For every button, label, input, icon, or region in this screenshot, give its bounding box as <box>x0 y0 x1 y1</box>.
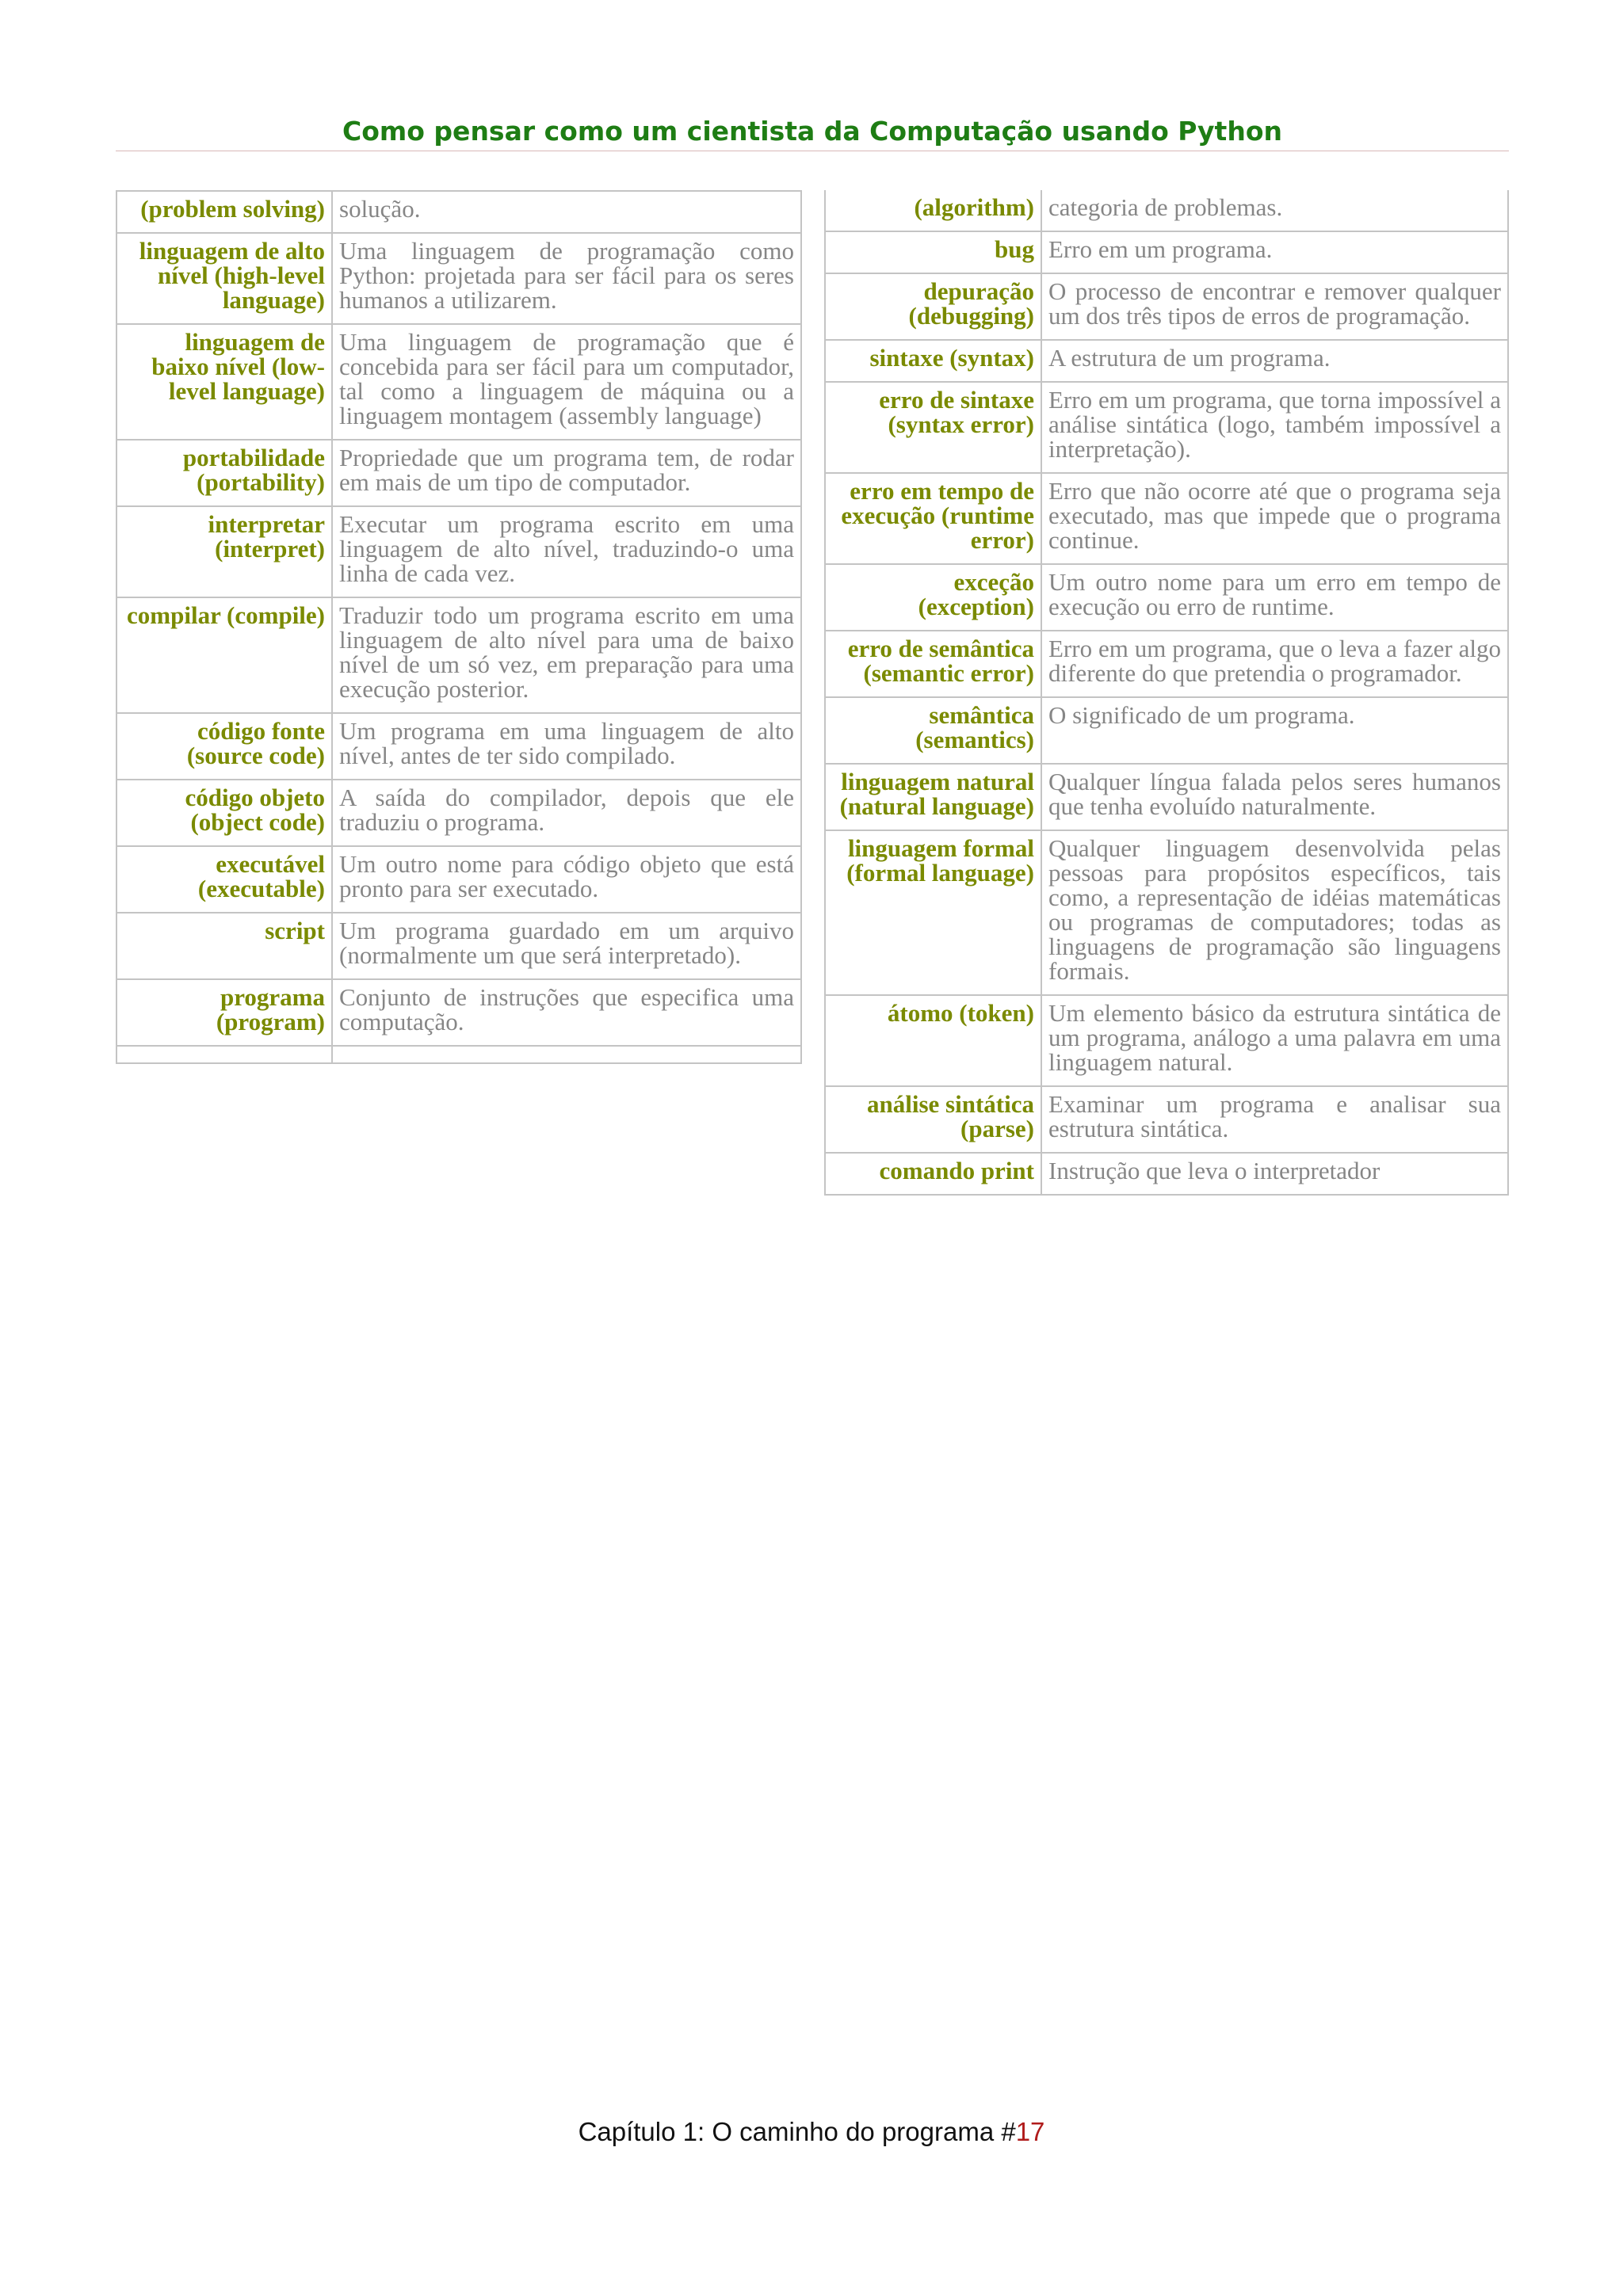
glossary-row <box>825 995 1508 1086</box>
glossary-term: sintaxe (syntax) <box>825 340 1041 382</box>
glossary-row <box>116 506 801 597</box>
glossary-term: depuração (debugging) <box>825 273 1041 340</box>
glossary-definition: solução. <box>332 191 801 233</box>
glossary-term: erro em tempo de execução (runtime error) <box>825 473 1041 564</box>
footer-chapter-label: Capítulo 1: O caminho do programa # <box>578 2117 1016 2146</box>
glossary-row <box>825 473 1508 564</box>
glossary-definition: Erro que não ocorre até que o programa seja executado, mas que impede que o programa continue. <box>1041 473 1508 564</box>
page-footer <box>0 2117 1623 2147</box>
glossary-row <box>825 382 1508 473</box>
glossary-term: código fonte (source code) <box>116 713 332 780</box>
glossary-row <box>825 830 1508 995</box>
glossary-term: erro de sintaxe (syntax error) <box>825 382 1041 473</box>
glossary-row <box>825 1153 1508 1195</box>
glossary-definition: Uma linguagem de programação que é concebida para ser fácil para um computador, tal como a linguagem de máquina ou a linguagem montagem (assembly language) <box>332 324 801 440</box>
glossary-row <box>116 597 801 713</box>
glossary-row <box>825 190 1508 231</box>
glossary-definition: Traduzir todo um programa escrito em uma linguagem de alto nível para uma de baixo nível de um só vez, em preparação para uma execução posterior. <box>332 597 801 713</box>
glossary-definition: categoria de problemas. <box>1041 190 1508 231</box>
glossary-row <box>825 273 1508 340</box>
glossary-term: exceção (exception) <box>825 564 1041 631</box>
glossary-definition: Qualquer língua falada pelos seres humanos que tenha evoluído naturalmente. <box>1041 764 1508 830</box>
glossary-definition: Um programa em uma linguagem de alto nível, antes de ter sido compilado. <box>332 713 801 780</box>
glossary-definition: Conjunto de instruções que especifica uma computação. <box>332 979 801 1046</box>
glossary-definition: Um outro nome para código objeto que está pronto para ser executado. <box>332 846 801 913</box>
glossary-term: análise sintática (parse) <box>825 1086 1041 1153</box>
glossary-term: executável (executable) <box>116 846 332 913</box>
glossary-definition: Propriedade que um programa tem, de rodar em mais de um tipo de computador. <box>332 440 801 506</box>
glossary-row <box>825 631 1508 697</box>
glossary-term: interpretar (interpret) <box>116 506 332 597</box>
glossary-definition: Examinar um programa e analisar sua estrutura sintática. <box>1041 1086 1508 1153</box>
glossary-term: linguagem de baixo nível (low-level language) <box>116 324 332 440</box>
glossary-definition: A estrutura de um programa. <box>1041 340 1508 382</box>
glossary-term: código objeto (object code) <box>116 780 332 846</box>
glossary-row <box>116 1046 801 1063</box>
glossary-term: semântica (semantics) <box>825 697 1041 764</box>
glossary-row <box>116 440 801 506</box>
glossary-row <box>116 713 801 780</box>
glossary-term: script <box>116 913 332 979</box>
glossary-term: (algorithm) <box>825 190 1041 231</box>
glossary-row <box>116 780 801 846</box>
glossary-definition: Erro em um programa, que torna impossível a análise sintática (logo, também impossível a interpretação). <box>1041 382 1508 473</box>
glossary-term: linguagem formal (formal language) <box>825 830 1041 995</box>
glossary-row <box>825 231 1508 273</box>
glossary-row <box>825 564 1508 631</box>
glossary-definition: Um elemento básico da estrutura sintática de um programa, análogo a uma palavra em uma linguagem natural. <box>1041 995 1508 1086</box>
glossary-row <box>825 340 1508 382</box>
glossary-row <box>116 324 801 440</box>
glossary-definition: Qualquer linguagem desenvolvida pelas pessoas para propósitos específicos, tais como, a representação de idéias matemáticas ou programas de computadores; todas as linguagens de programação são linguagens formais. <box>1041 830 1508 995</box>
glossary-term <box>116 1046 332 1063</box>
page-header-title: Como pensar como um cientista da Computação usando Python <box>342 116 1282 147</box>
glossary-definition <box>332 1046 801 1063</box>
glossary-row <box>825 764 1508 830</box>
glossary-table-right <box>824 190 1509 1196</box>
glossary-definition: Instrução que leva o interpretador <box>1041 1153 1508 1195</box>
glossary-row <box>116 979 801 1046</box>
glossary-definition: Um programa guardado em um arquivo (normalmente um que será interpretado). <box>332 913 801 979</box>
glossary-term: comando print <box>825 1153 1041 1195</box>
glossary-definition: Erro em um programa. <box>1041 231 1508 273</box>
glossary-definition: Uma linguagem de programação como Python: projetada para ser fácil para os seres humanos a utilizarem. <box>332 233 801 324</box>
glossary-row <box>116 913 801 979</box>
glossary-row <box>116 233 801 324</box>
glossary-definition: Um outro nome para um erro em tempo de execução ou erro de runtime. <box>1041 564 1508 631</box>
glossary-definition: O significado de um programa. <box>1041 697 1508 764</box>
glossary-term: portabilidade (portability) <box>116 440 332 506</box>
glossary-definition: A saída do compilador, depois que ele traduziu o programa. <box>332 780 801 846</box>
glossary-term: (problem solving) <box>116 191 332 233</box>
glossary-term: linguagem natural (natural language) <box>825 764 1041 830</box>
glossary-term: átomo (token) <box>825 995 1041 1086</box>
glossary-definition: Executar um programa escrito em uma linguagem de alto nível, traduzindo-o uma linha de cada vez. <box>332 506 801 597</box>
glossary-row <box>116 846 801 913</box>
glossary-table-left <box>116 190 802 1064</box>
glossary-term: programa (program) <box>116 979 332 1046</box>
glossary-column-left <box>116 190 802 1064</box>
glossary-term: compilar (compile) <box>116 597 332 713</box>
glossary-row <box>116 191 801 233</box>
glossary-term: bug <box>825 231 1041 273</box>
glossary-term: linguagem de alto nível (high-level language) <box>116 233 332 324</box>
glossary-definition: Erro em um programa, que o leva a fazer algo diferente do que pretendia o programador. <box>1041 631 1508 697</box>
glossary-row <box>825 1086 1508 1153</box>
glossary-column-right <box>824 190 1509 1266</box>
page-number: 17 <box>1015 2117 1045 2146</box>
glossary-row <box>825 697 1508 764</box>
glossary-definition: O processo de encontrar e remover qualquer um dos três tipos de erros de programação. <box>1041 273 1508 340</box>
glossary-term: erro de semântica (semantic error) <box>825 631 1041 697</box>
